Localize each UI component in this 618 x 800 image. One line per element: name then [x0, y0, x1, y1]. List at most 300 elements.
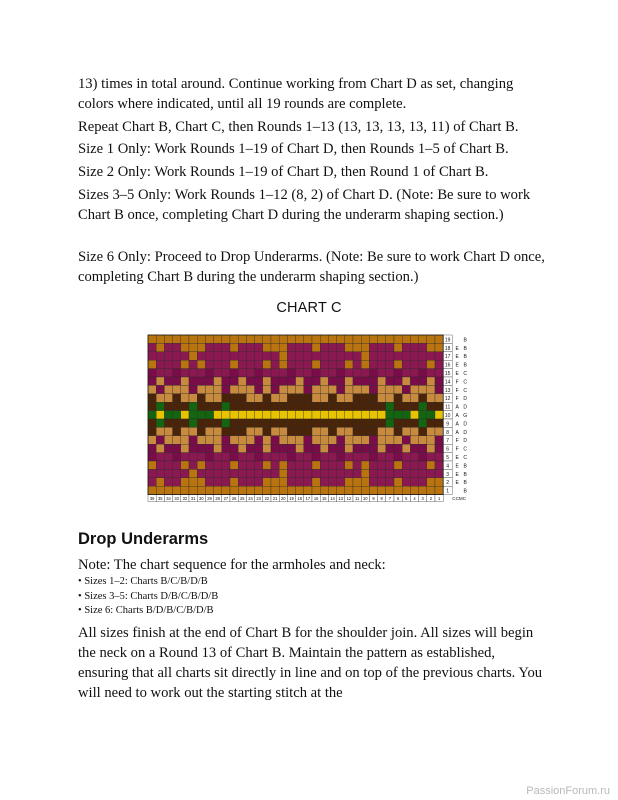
- chart-cell-r7-c15: [320, 436, 328, 444]
- chart-cell-r8-c6: [394, 427, 402, 435]
- chart-cell-r11-c3: [419, 402, 427, 410]
- chart-cell-r17-c18: [296, 352, 304, 360]
- chart-cell-r3-c32: [181, 469, 189, 477]
- chart-cell-r2-c7: [386, 478, 394, 486]
- chart-cell-r9-c3: [419, 419, 427, 427]
- chart-cell-r14-c25: [238, 377, 246, 385]
- chart-cell-r9-c31: [189, 419, 197, 427]
- chart-cell-r10-c34: [164, 411, 172, 419]
- chart-cell-r17-c16: [312, 352, 320, 360]
- chart-cell-r7-c20: [279, 436, 287, 444]
- stitch-number-label: 5: [405, 496, 408, 501]
- chart-cell-r2-c5: [402, 478, 410, 486]
- chart-cell-r2-c32: [181, 478, 189, 486]
- chart-cell-r2-c4: [410, 478, 418, 486]
- chart-cell-r14-c8: [378, 377, 386, 385]
- chart-cell-r3-c15: [320, 469, 328, 477]
- chart-cell-r9-c8: [378, 419, 386, 427]
- chart-cell-r2-c8: [378, 478, 386, 486]
- chart-cell-r13-c13: [337, 385, 345, 393]
- chart-cell-r9-c18: [296, 419, 304, 427]
- chart-cell-r7-c29: [205, 436, 213, 444]
- chart-cell-r15-c25: [238, 369, 246, 377]
- chart-cell-r9-c4: [410, 419, 418, 427]
- chart-cell-r8-c25: [238, 427, 246, 435]
- chart-cell-r9-c7: [386, 419, 394, 427]
- chart-cell-r9-c13: [337, 419, 345, 427]
- chart-cell-r17-c14: [328, 352, 336, 360]
- chart-cell-r18-c31: [189, 343, 197, 351]
- chart-cell-r6-c24: [246, 444, 254, 452]
- chart-cell-r17-c33: [173, 352, 181, 360]
- chart-cell-r5-c20: [279, 453, 287, 461]
- chart-cell-r14-c5: [402, 377, 410, 385]
- mc-color-label: C: [463, 379, 468, 386]
- chart-cell-r1-c32: [181, 486, 189, 494]
- chart-cell-r8-c5: [402, 427, 410, 435]
- chart-cell-r3-c11: [353, 469, 361, 477]
- chart-cell-r2-c35: [156, 478, 164, 486]
- chart-cell-r19-c1: [435, 335, 443, 343]
- chart-cell-r6-c22: [263, 444, 271, 452]
- chart-cell-r9-c22: [263, 419, 271, 427]
- chart-cell-r19-c4: [410, 335, 418, 343]
- chart-cell-r4-c36: [148, 461, 156, 469]
- chart-cell-r6-c2: [427, 444, 435, 452]
- stitch-number-label: 20: [281, 496, 286, 501]
- chart-cell-r19-c35: [156, 335, 164, 343]
- chart-cell-r11-c2: [427, 402, 435, 410]
- chart-cell-r7-c23: [255, 436, 263, 444]
- chart-cell-r10-c14: [328, 411, 336, 419]
- chart-cell-r16-c32: [181, 360, 189, 368]
- chart-cell-r5-c33: [173, 453, 181, 461]
- chart-cell-r1-c26: [230, 486, 238, 494]
- chart-cell-r2-c14: [328, 478, 336, 486]
- chart-cell-r10-c25: [238, 411, 246, 419]
- chart-cell-r3-c18: [296, 469, 304, 477]
- chart-cell-r10-c26: [230, 411, 238, 419]
- chart-cell-r11-c17: [304, 402, 312, 410]
- chart-cell-r16-c14: [328, 360, 336, 368]
- chart-cell-r10-c10: [361, 411, 369, 419]
- round-number-label: 4: [446, 463, 450, 470]
- cc-color-label: E: [455, 345, 459, 352]
- chart-cell-r15-c8: [378, 369, 386, 377]
- chart-cell-r7-c3: [419, 436, 427, 444]
- chart-cell-r1-c4: [410, 486, 418, 494]
- chart-cell-r14-c3: [419, 377, 427, 385]
- cc-color-label: E: [455, 455, 459, 461]
- chart-cell-r1-c27: [222, 486, 230, 494]
- chart-cell-r16-c28: [214, 360, 222, 368]
- chart-cell-r17-c24: [246, 352, 254, 360]
- list-item: • Sizes 3–5: Charts D/B/C/B/D/B: [78, 590, 218, 605]
- chart-cell-r1-c10: [361, 486, 369, 494]
- chart-cell-r18-c10: [361, 343, 369, 351]
- chart-cell-r12-c3: [419, 394, 427, 402]
- chart-cell-r4-c1: [435, 461, 443, 469]
- chart-cell-r16-c20: [279, 360, 287, 368]
- chart-cell-r1-c14: [328, 486, 336, 494]
- chart-cell-r12-c21: [271, 394, 279, 402]
- chart-cell-r3-c20: [279, 469, 287, 477]
- chart-cell-r1-c13: [337, 486, 345, 494]
- chart-cell-r1-c30: [197, 486, 205, 494]
- chart-cell-r13-c33: [173, 385, 181, 393]
- chart-cell-r13-c11: [353, 385, 361, 393]
- mc-color-label: B: [463, 480, 467, 487]
- chart-cell-r5-c17: [304, 453, 312, 461]
- chart-cell-r5-c12: [345, 453, 353, 461]
- chart-cell-r18-c36: [148, 343, 156, 351]
- chart-cell-r7-c36: [148, 436, 156, 444]
- chart-cell-r10-c21: [271, 411, 279, 419]
- chart-cell-r13-c23: [255, 385, 263, 393]
- round-number-label: 19: [444, 337, 451, 344]
- chart-cell-r1-c33: [173, 486, 181, 494]
- round-number-label: 12: [444, 396, 451, 403]
- chart-cell-r4-c11: [353, 461, 361, 469]
- chart-cell-r4-c16: [312, 461, 320, 469]
- chart-cell-r18-c13: [337, 343, 345, 351]
- chart-cell-r4-c12: [345, 461, 353, 469]
- chart-cell-r14-c33: [173, 377, 181, 385]
- chart-cell-r4-c18: [296, 461, 304, 469]
- stitch-number-label: 26: [231, 496, 237, 501]
- chart-cell-r11-c16: [312, 402, 320, 410]
- chart-cell-r19-c6: [394, 335, 402, 343]
- chart-cell-r7-c19: [287, 436, 295, 444]
- chart-cell-r4-c35: [156, 461, 164, 469]
- chart-cell-r17-c13: [337, 352, 345, 360]
- chart-cell-r5-c9: [369, 453, 377, 461]
- chart-cell-r3-c24: [246, 469, 254, 477]
- mc-color-label: D: [463, 396, 468, 403]
- chart-cell-r12-c1: [435, 394, 443, 402]
- chart-cell-r16-c22: [263, 360, 271, 368]
- chart-cell-r5-c29: [205, 453, 213, 461]
- chart-cell-r10-c1: [435, 411, 443, 419]
- chart-cell-r18-c34: [164, 343, 172, 351]
- chart-cell-r6-c1: [435, 444, 443, 452]
- chart-cell-r13-c25: [238, 385, 246, 393]
- chart-cell-r14-c27: [222, 377, 230, 385]
- chart-cell-r11-c5: [402, 402, 410, 410]
- stitch-number-label: 30: [199, 496, 204, 501]
- stitch-number-label: 2: [429, 496, 433, 501]
- chart-cell-r9-c14: [328, 419, 336, 427]
- chart-cell-r10-c28: [214, 411, 222, 419]
- chart-cell-r10-c35: [156, 411, 164, 419]
- chart-cell-r13-c18: [296, 385, 304, 393]
- chart-cell-r10-c2: [427, 411, 435, 419]
- chart-cell-r7-c12: [345, 436, 353, 444]
- chart-cell-r19-c14: [328, 335, 336, 343]
- chart-cell-r5-c5: [402, 453, 410, 461]
- chart-cell-r4-c19: [287, 461, 295, 469]
- chart-cell-r4-c7: [386, 461, 394, 469]
- chart-cell-r8-c20: [279, 427, 287, 435]
- stitch-number-label: 22: [264, 496, 270, 501]
- cc-color-label: A: [455, 404, 459, 411]
- stitch-number-label: 36: [149, 496, 155, 501]
- chart-cell-r3-c16: [312, 469, 320, 477]
- chart-cell-r17-c29: [205, 352, 213, 360]
- chart-cell-r3-c13: [337, 469, 345, 477]
- chart-cell-r8-c31: [189, 427, 197, 435]
- round-number-label: 9: [446, 421, 450, 428]
- chart-cell-r2-c29: [205, 478, 213, 486]
- stitch-number-label: 3: [421, 496, 424, 501]
- chart-cell-r18-c16: [312, 343, 320, 351]
- chart-cell-r9-c23: [255, 419, 263, 427]
- chart-cell-r12-c36: [148, 394, 156, 402]
- chart-cell-r18-c9: [369, 343, 377, 351]
- chart-cell-r8-c26: [230, 427, 238, 435]
- chart-cell-r1-c2: [427, 486, 435, 494]
- paragraph-size-2: Size 2 Only: Work Rounds 1–19 of Chart D, then Round 1 of Chart B.: [78, 164, 489, 180]
- chart-cell-r9-c15: [320, 419, 328, 427]
- chart-cell-r10-c16: [312, 411, 320, 419]
- chart-cell-r12-c32: [181, 394, 189, 402]
- chart-cell-r18-c4: [410, 343, 418, 351]
- round-number-label: 15: [444, 371, 451, 377]
- chart-cell-r4-c17: [304, 461, 312, 469]
- chart-cell-r5-c27: [222, 453, 230, 461]
- chart-cell-r13-c8: [378, 385, 386, 393]
- chart-cell-r17-c23: [255, 352, 263, 360]
- chart-cell-r18-c28: [214, 343, 222, 351]
- chart-cell-r13-c20: [279, 385, 287, 393]
- stitch-number-label: 4: [413, 496, 416, 501]
- chart-cell-r12-c8: [378, 394, 386, 402]
- chart-cell-r10-c30: [197, 411, 205, 419]
- chart-cell-r15-c13: [337, 369, 345, 377]
- chart-cell-r12-c29: [205, 394, 213, 402]
- chart-cell-r19-c21: [271, 335, 279, 343]
- chart-cell-r6-c18: [296, 444, 304, 452]
- chart-cell-r15-c35: [156, 369, 164, 377]
- chart-cell-r4-c5: [402, 461, 410, 469]
- chart-cell-r8-c2: [427, 427, 435, 435]
- chart-cell-r7-c14: [328, 436, 336, 444]
- chart-cell-r17-c27: [222, 352, 230, 360]
- chart-cell-r2-c36: [148, 478, 156, 486]
- stitch-number-label: 15: [322, 496, 327, 501]
- round-number-label: 8: [446, 429, 450, 436]
- chart-cell-r1-c12: [345, 486, 353, 494]
- chart-cell-r12-c5: [402, 394, 410, 402]
- chart-cell-r6-c4: [410, 444, 418, 452]
- chart-cell-r2-c3: [419, 478, 427, 486]
- chart-cell-r11-c14: [328, 402, 336, 410]
- chart-cell-r2-c13: [337, 478, 345, 486]
- chart-cell-r13-c14: [328, 385, 336, 393]
- chart-cell-r15-c21: [271, 369, 279, 377]
- chart-cell-r5-c10: [361, 453, 369, 461]
- chart-cell-r3-c3: [419, 469, 427, 477]
- chart-cell-r7-c16: [312, 436, 320, 444]
- chart-cell-r14-c13: [337, 377, 345, 385]
- cc-color-label: F: [455, 438, 459, 445]
- round-number-label: 1: [446, 488, 450, 495]
- chart-cell-r8-c18: [296, 427, 304, 435]
- chart-cell-r7-c30: [197, 436, 205, 444]
- chart-cell-r12-c14: [328, 394, 336, 402]
- round-number-label: 16: [444, 362, 451, 369]
- chart-cell-r3-c30: [197, 469, 205, 477]
- chart-cell-r11-c9: [369, 402, 377, 410]
- chart-cell-r16-c18: [296, 360, 304, 368]
- chart-cell-r5-c4: [410, 453, 418, 461]
- chart-cell-r18-c32: [181, 343, 189, 351]
- chart-cell-r8-c11: [353, 427, 361, 435]
- chart-cell-r14-c10: [361, 377, 369, 385]
- chart-cell-r10-c31: [189, 411, 197, 419]
- round-number-label: 3: [446, 471, 450, 478]
- chart-cell-r1-c9: [369, 486, 377, 494]
- chart-cell-r1-c5: [402, 486, 410, 494]
- chart-cell-r15-c27: [222, 369, 230, 377]
- chart-cell-r9-c20: [279, 419, 287, 427]
- chart-cell-r5-c15: [320, 453, 328, 461]
- chart-cell-r8-c33: [173, 427, 181, 435]
- chart-cell-r4-c27: [222, 461, 230, 469]
- chart-cell-r15-c6: [394, 369, 402, 377]
- chart-cell-r5-c26: [230, 453, 238, 461]
- chart-cell-r4-c25: [238, 461, 246, 469]
- chart-cell-r2-c9: [369, 478, 377, 486]
- chart-cell-r4-c24: [246, 461, 254, 469]
- chart-cell-r10-c23: [255, 411, 263, 419]
- chart-cell-r3-c1: [435, 469, 443, 477]
- chart-cell-r14-c6: [394, 377, 402, 385]
- cc-color-label: E: [455, 371, 459, 377]
- chart-cell-r15-c19: [287, 369, 295, 377]
- chart-cell-r14-c9: [369, 377, 377, 385]
- chart-cell-r1-c19: [287, 486, 295, 494]
- chart-cell-r17-c3: [419, 352, 427, 360]
- chart-cell-r3-c4: [410, 469, 418, 477]
- chart-cell-r18-c1: [435, 343, 443, 351]
- chart-cell-r16-c10: [361, 360, 369, 368]
- stitch-number-label: 18: [297, 496, 302, 501]
- stitch-number-label: 16: [313, 496, 319, 501]
- chart-cell-r19-c22: [263, 335, 271, 343]
- chart-cell-r16-c30: [197, 360, 205, 368]
- chart-cell-r8-c1: [435, 427, 443, 435]
- chart-cell-r3-c5: [402, 469, 410, 477]
- mc-color-label: D: [463, 438, 468, 445]
- chart-cell-r14-c2: [427, 377, 435, 385]
- chart-cell-r15-c11: [353, 369, 361, 377]
- chart-cell-r1-c28: [214, 486, 222, 494]
- chart-cell-r19-c31: [189, 335, 197, 343]
- chart-cell-r13-c19: [287, 385, 295, 393]
- chart-cell-r7-c33: [173, 436, 181, 444]
- chart-cell-r4-c22: [263, 461, 271, 469]
- chart-cell-r6-c17: [304, 444, 312, 452]
- chart-cell-r19-c16: [312, 335, 320, 343]
- chart-cell-r9-c29: [205, 419, 213, 427]
- chart-cell-r10-c12: [345, 411, 353, 419]
- chart-cell-r9-c32: [181, 419, 189, 427]
- mc-color-label: B: [463, 471, 467, 478]
- paragraph-shoulder-join: All sizes finish at the end of Chart B for the shoulder join. All sizes will begin the neck on a Round 13 of Chart B. Maintain the pattern as established, ensuring that all charts sit directly in line and on top of the previous charts. You will need to work out the starting stitch at the: [78, 625, 543, 701]
- chart-cell-r11-c28: [214, 402, 222, 410]
- chart-cell-r10-c8: [378, 411, 386, 419]
- chart-cell-r3-c17: [304, 469, 312, 477]
- round-number-label: 13: [444, 387, 451, 394]
- chart-cell-r2-c19: [287, 478, 295, 486]
- cc-color-label: E: [455, 362, 459, 369]
- chart-cell-r19-c29: [205, 335, 213, 343]
- cc-color-label: A: [455, 429, 459, 436]
- chart-cell-r19-c18: [296, 335, 304, 343]
- chart-cell-r2-c18: [296, 478, 304, 486]
- cc-color-label: E: [455, 463, 459, 470]
- chart-cell-r15-c36: [148, 369, 156, 377]
- chart-cell-r3-c34: [164, 469, 172, 477]
- chart-cell-r15-c12: [345, 369, 353, 377]
- cc-color-label: A: [455, 413, 459, 419]
- stitch-number-label: 35: [158, 496, 163, 501]
- chart-cell-r4-c32: [181, 461, 189, 469]
- chart-cell-r13-c35: [156, 385, 164, 393]
- chart-cell-r9-c21: [271, 419, 279, 427]
- chart-cell-r11-c15: [320, 402, 328, 410]
- chart-cell-r8-c29: [205, 427, 213, 435]
- chart-cell-r8-c16: [312, 427, 320, 435]
- chart-cell-r16-c27: [222, 360, 230, 368]
- chart-cell-r17-c7: [386, 352, 394, 360]
- chart-cell-r4-c10: [361, 461, 369, 469]
- chart-cell-r4-c6: [394, 461, 402, 469]
- chart-cell-r6-c15: [320, 444, 328, 452]
- chart-cell-r6-c25: [238, 444, 246, 452]
- chart-cell-r17-c25: [238, 352, 246, 360]
- chart-cell-r7-c18: [296, 436, 304, 444]
- chart-cell-r15-c33: [173, 369, 181, 377]
- paragraph-sizes-3-5: Sizes 3–5 Only: Work Rounds 1–12 (8, 2) of Chart D. (Note: Be sure to work Chart B once, completing Chart D during the underarm shaping section.): [78, 187, 531, 223]
- cc-color-label: A: [455, 421, 459, 428]
- chart-cell-r1-c23: [255, 486, 263, 494]
- stitch-number-label: 12: [346, 496, 352, 501]
- round-number-label: 2: [446, 480, 450, 487]
- round-number-label: 6: [446, 446, 450, 453]
- chart-cell-r10-c11: [353, 411, 361, 419]
- chart-cell-r2-c26: [230, 478, 238, 486]
- chart-cell-r3-c22: [263, 469, 271, 477]
- chart-cell-r8-c9: [369, 427, 377, 435]
- chart-cell-r10-c15: [320, 411, 328, 419]
- chart-cell-r15-c3: [419, 369, 427, 377]
- stitch-number-label: 19: [289, 496, 294, 501]
- chart-cell-r2-c1: [435, 478, 443, 486]
- chart-cell-r7-c7: [386, 436, 394, 444]
- mc-color-label: G: [463, 413, 468, 419]
- stitch-number-label: 11: [354, 496, 360, 501]
- chart-cell-r7-c10: [361, 436, 369, 444]
- chart-cell-r17-c36: [148, 352, 156, 360]
- chart-cell-r17-c10: [361, 352, 369, 360]
- round-number-label: 5: [446, 455, 450, 461]
- chart-cell-r14-c20: [279, 377, 287, 385]
- chart-cell-r1-c3: [419, 486, 427, 494]
- chart-cell-r8-c30: [197, 427, 205, 435]
- chart-cell-r3-c27: [222, 469, 230, 477]
